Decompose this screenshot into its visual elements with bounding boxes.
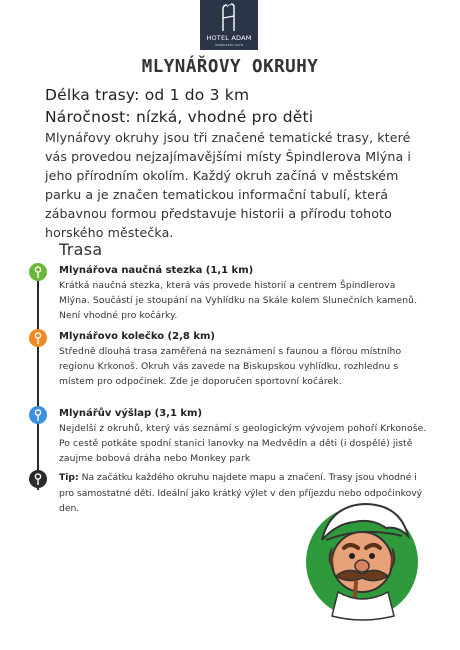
section-heading-trasa: Trasa	[59, 240, 103, 259]
hotel-logo-text: HOTEL ADAM	[206, 34, 252, 42]
route-title: Mlynářova naučná stezka (1,1 km)	[59, 265, 254, 276]
hotel-logo-subtext: ŠPINDLERŮV MLÝN	[215, 43, 243, 47]
miller-mascot-icon	[302, 496, 420, 624]
tip-text: Na začátku každého okruhu najdete mapu a značení. Trasy jsou vhodné i pro samostatné děti. Ideální jako krátký výlet v den příjezdu nebo odpočinkový den.	[59, 472, 423, 514]
route-description: Středně dlouhá trasa zaměřená na seznámení s faunou a flórou místního regionu Krkonoš. Okruh vás zavede na Biskupskou vyhlídku, rozhlednu s místem pro odpočinek. Zde je doporučen sportovní kočárek.	[59, 346, 402, 387]
route-description: Krátká naučná stezka, která vás provede historií a centrem Špindlerova Mlýna. Součástí je stoupání na Vyhlídku na Skále kolem Slunečních kamenů. Není vhodné pro kočárky.	[59, 280, 418, 321]
timeline-line	[37, 272, 39, 490]
hotel-logo-mark-icon	[216, 3, 242, 33]
route-item	[59, 407, 429, 466]
black-pin-icon	[28, 469, 48, 489]
green-pin-icon	[28, 262, 48, 282]
hotel-logo	[200, 0, 258, 50]
route-title: Mlynářovo kolečko (2,8 km)	[59, 331, 215, 342]
route-length: Délka trasy: od 1 do 3 km	[45, 86, 250, 104]
route-title: Mlynářův výšlap (3,1 km)	[59, 408, 203, 419]
route-item	[59, 264, 429, 323]
route-difficulty: Náročnost: nízká, vhodné pro děti	[45, 108, 314, 126]
page-title: MLYNÁŘOVY OKRUHY	[141, 57, 319, 77]
tip-label: Tip:	[59, 472, 79, 483]
orange-pin-icon	[28, 328, 48, 348]
route-description: Nejdelší z okruhů, který vás seznámí s geologickým vývojem pohoří Krkonoše. Po cestě potkáte spodní stanici lanovky na Medvědín a děti (i dospělé) jistě zaujme bobová dráha nebo Monkey park	[59, 423, 427, 464]
route-item	[59, 330, 429, 389]
intro-paragraph: Mlynářovy okruhy jsou tři značené tematické trasy, které vás provedou nejzajímavějšími místy Špindlerova Mlýna i jeho přírodním okolím. Každý okruh začíná v městském parku a je značen tematickou informační tabulí, která zábavnou formou představuje historii a přírodu tohoto horského městečka.	[45, 130, 412, 240]
blue-pin-icon	[28, 405, 48, 425]
